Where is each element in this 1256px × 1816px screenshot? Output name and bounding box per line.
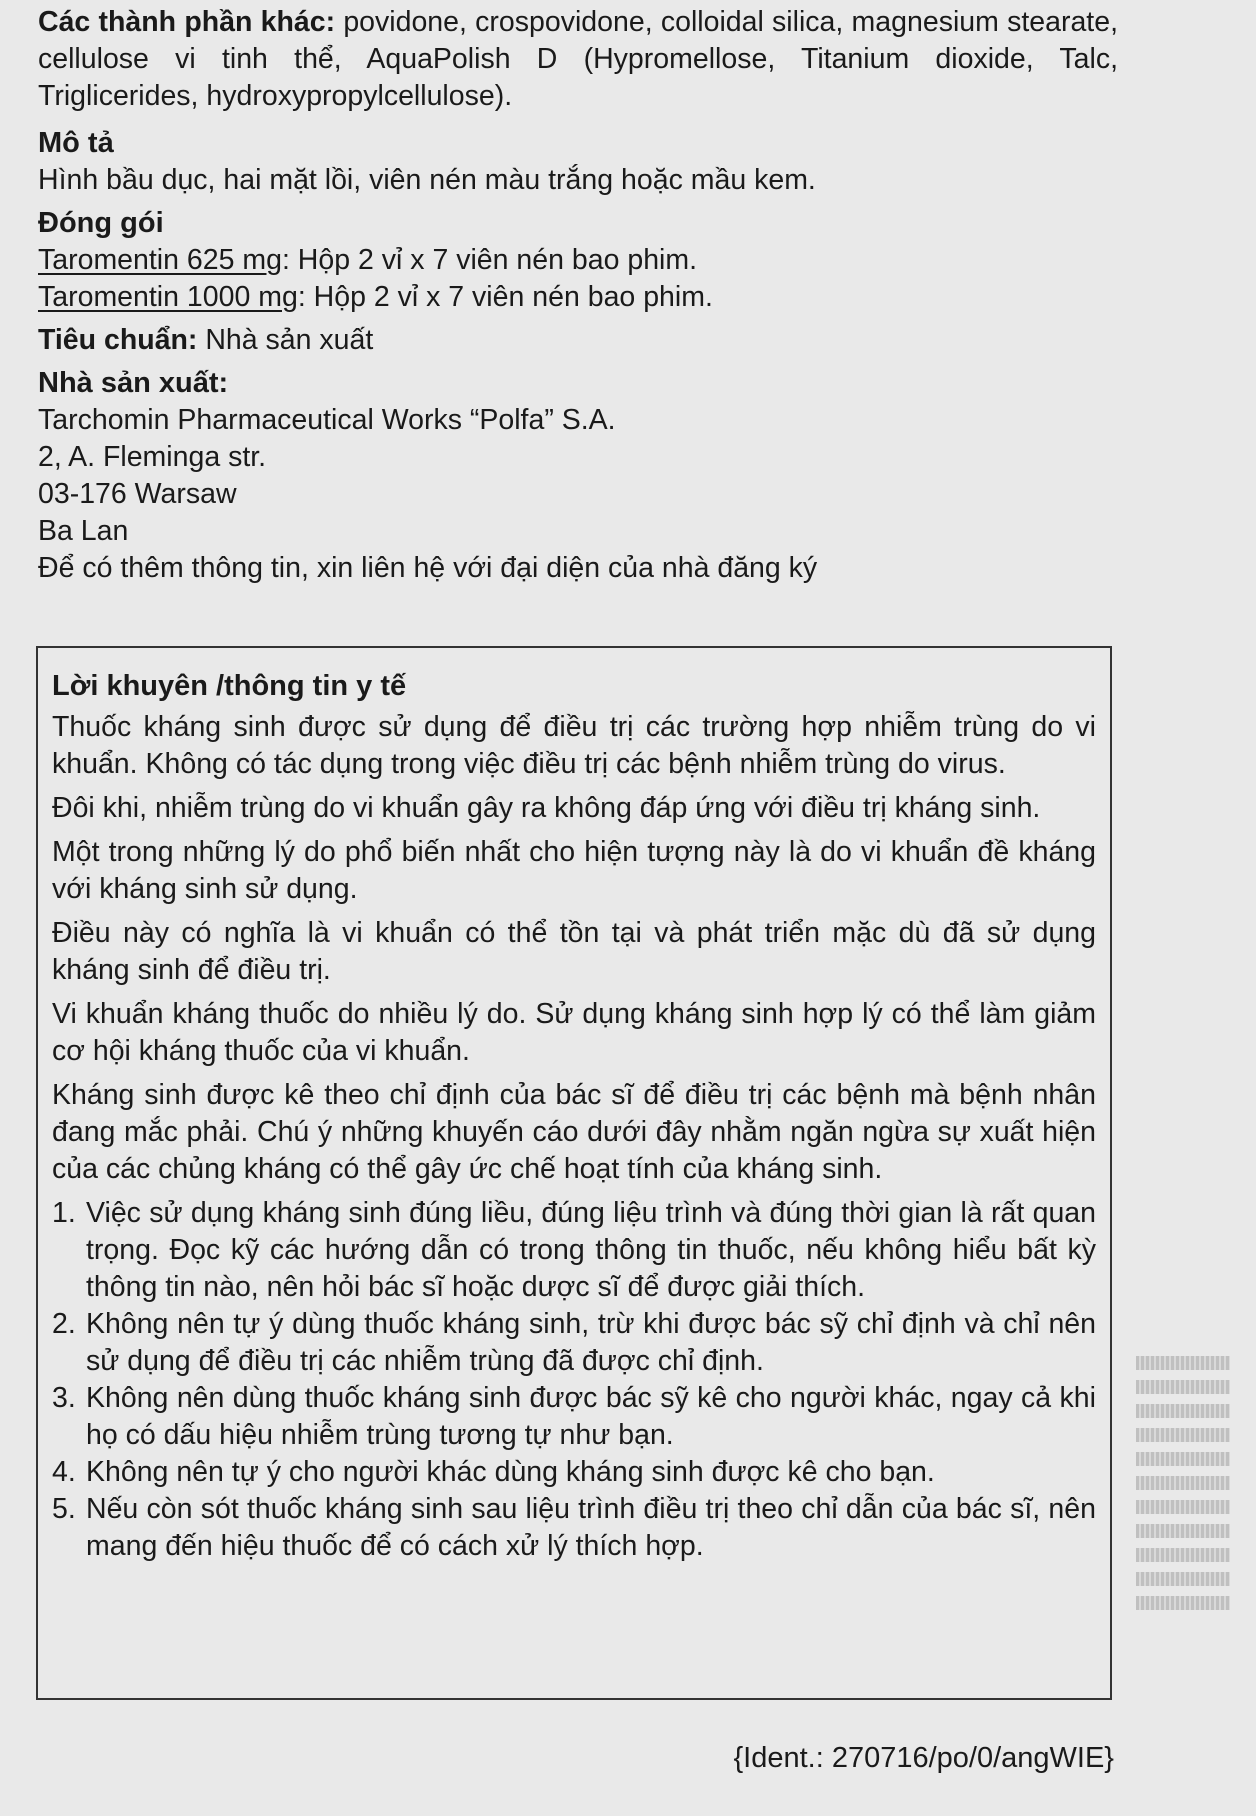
list-item-text: Không nên tự ý dùng thuốc kháng sinh, trừ khi được bác sỹ chỉ định và chỉ nên sử dụng để điều trị các nhiễm trùng đã được chỉ định. bbox=[86, 1308, 1096, 1377]
advice-paragraph: Điều này có nghĩa là vi khuẩn có thể tồn tại và phát triển mặc dù đã sử dụng kháng sinh để điều trị. bbox=[52, 917, 1096, 986]
advice-list bbox=[52, 1195, 1096, 1565]
standard-text: Nhà sản xuất bbox=[197, 324, 374, 356]
other-ingredients-label: Các thành phần khác: bbox=[38, 6, 336, 38]
advice-list-item bbox=[52, 1306, 1096, 1380]
packaging-product: Taromentin 1000 mg bbox=[38, 281, 298, 313]
leaflet-upper-section bbox=[38, 4, 1118, 587]
advice-list-item bbox=[52, 1491, 1096, 1565]
list-item-number: 3. bbox=[52, 1382, 76, 1414]
advice-list-item bbox=[52, 1454, 1096, 1491]
list-item-text: Không nên dùng thuốc kháng sinh được bác sỹ kê cho người khác, ngay cả khi họ có dấu hiệu nhiễm trùng tương tự như bạn. bbox=[86, 1382, 1096, 1451]
manufacturer-line: Ba Lan bbox=[38, 515, 129, 547]
packaging-line bbox=[38, 279, 1118, 316]
advice-paragraph: Một trong những lý do phổ biến nhất cho hiện tượng này là do vi khuẩn đề kháng với kháng sinh sử dụng. bbox=[52, 836, 1096, 905]
advice-title: Lời khuyên /thông tin y tế bbox=[52, 670, 407, 702]
packaging-detail: : Hộp 2 vỉ x 7 viên nén bao phim. bbox=[281, 244, 698, 276]
list-item-text: Không nên tự ý cho người khác dùng kháng sinh được kê cho bạn. bbox=[86, 1456, 935, 1488]
manufacturer-line: 03-176 Warsaw bbox=[38, 478, 237, 510]
advice-paragraph: Thuốc kháng sinh được sử dụng để điều trị các trường hợp nhiễm trùng do vi khuẩn. Không có tác dụng trong việc điều trị các bệnh nhiễm trùng do virus. bbox=[52, 711, 1096, 780]
list-item-number: 1. bbox=[52, 1197, 76, 1229]
manufacturer-heading: Nhà sản xuất: bbox=[38, 367, 229, 399]
description-text: Hình bầu dục, hai mặt lồi, viên nén màu trắng hoặc mầu kem. bbox=[38, 164, 816, 196]
list-item-text: Nếu còn sót thuốc kháng sinh sau liệu trình điều trị theo chỉ dẫn của bác sĩ, nên mang đến hiệu thuốc để có cách xử lý thích hợp. bbox=[86, 1493, 1096, 1562]
list-item-number: 4. bbox=[52, 1456, 76, 1488]
advice-list-item bbox=[52, 1380, 1096, 1454]
print-through-marks bbox=[1136, 1356, 1230, 1620]
advice-paragraph: Vi khuẩn kháng thuốc do nhiều lý do. Sử dụng kháng sinh hợp lý có thể làm giảm cơ hội kháng thuốc của vi khuẩn. bbox=[52, 998, 1096, 1067]
advice-list-item bbox=[52, 1195, 1096, 1306]
packaging-detail: : Hộp 2 vỉ x 7 viên nén bao phim. bbox=[297, 281, 713, 313]
other-ingredients-paragraph bbox=[38, 4, 1118, 115]
list-item-number: 2. bbox=[52, 1308, 76, 1340]
contact-note: Để có thêm thông tin, xin liên hệ với đại diện của nhà đăng ký bbox=[38, 552, 818, 584]
advice-paragraph: Đôi khi, nhiễm trùng do vi khuẩn gây ra không đáp ứng với điều trị kháng sinh. bbox=[52, 792, 1041, 824]
medical-advice-box bbox=[36, 646, 1112, 1700]
packaging-product: Taromentin 625 mg bbox=[38, 244, 282, 276]
list-item-number: 5. bbox=[52, 1493, 76, 1525]
packaging-line bbox=[38, 242, 1118, 279]
manufacturer-line: 2, A. Fleminga str. bbox=[38, 441, 267, 473]
standard-line bbox=[38, 322, 1118, 359]
document-ident: {Ident.: 270716/po/0/angWIE} bbox=[733, 1742, 1114, 1774]
list-item-text: Việc sử dụng kháng sinh đúng liều, đúng liệu trình và đúng thời gian là rất quan trọng. Đọc kỹ các hướng dẫn có trong thông tin thuốc, nếu không hiểu bất kỳ thông tin nào, nên hỏi bác sĩ hoặc dược sĩ để được giải thích. bbox=[86, 1197, 1096, 1303]
manufacturer-line: Tarchomin Pharmaceutical Works “Polfa” S.A. bbox=[38, 404, 616, 436]
packaging-heading: Đóng gói bbox=[38, 207, 164, 239]
description-heading: Mô tả bbox=[38, 127, 114, 159]
advice-paragraph: Kháng sinh được kê theo chỉ định của bác sĩ để điều trị các bệnh mà bệnh nhân đang mắc phải. Chú ý những khuyến cáo dưới đây nhằm ngăn ngừa sự xuất hiện của các chủng kháng có thể gây ức chế hoạt tính của kháng sinh. bbox=[52, 1079, 1096, 1185]
other-ingredients-text: povidone, crospovidone, colloidal silica, magnesium stearate, cellulose vi tinh thể, AquaPolish D (Hypromellose, Titanium dioxide, Talc, Triglicerides, hydroxypropylcellulose). bbox=[38, 6, 1118, 112]
standard-label: Tiêu chuẩn: bbox=[38, 324, 198, 356]
